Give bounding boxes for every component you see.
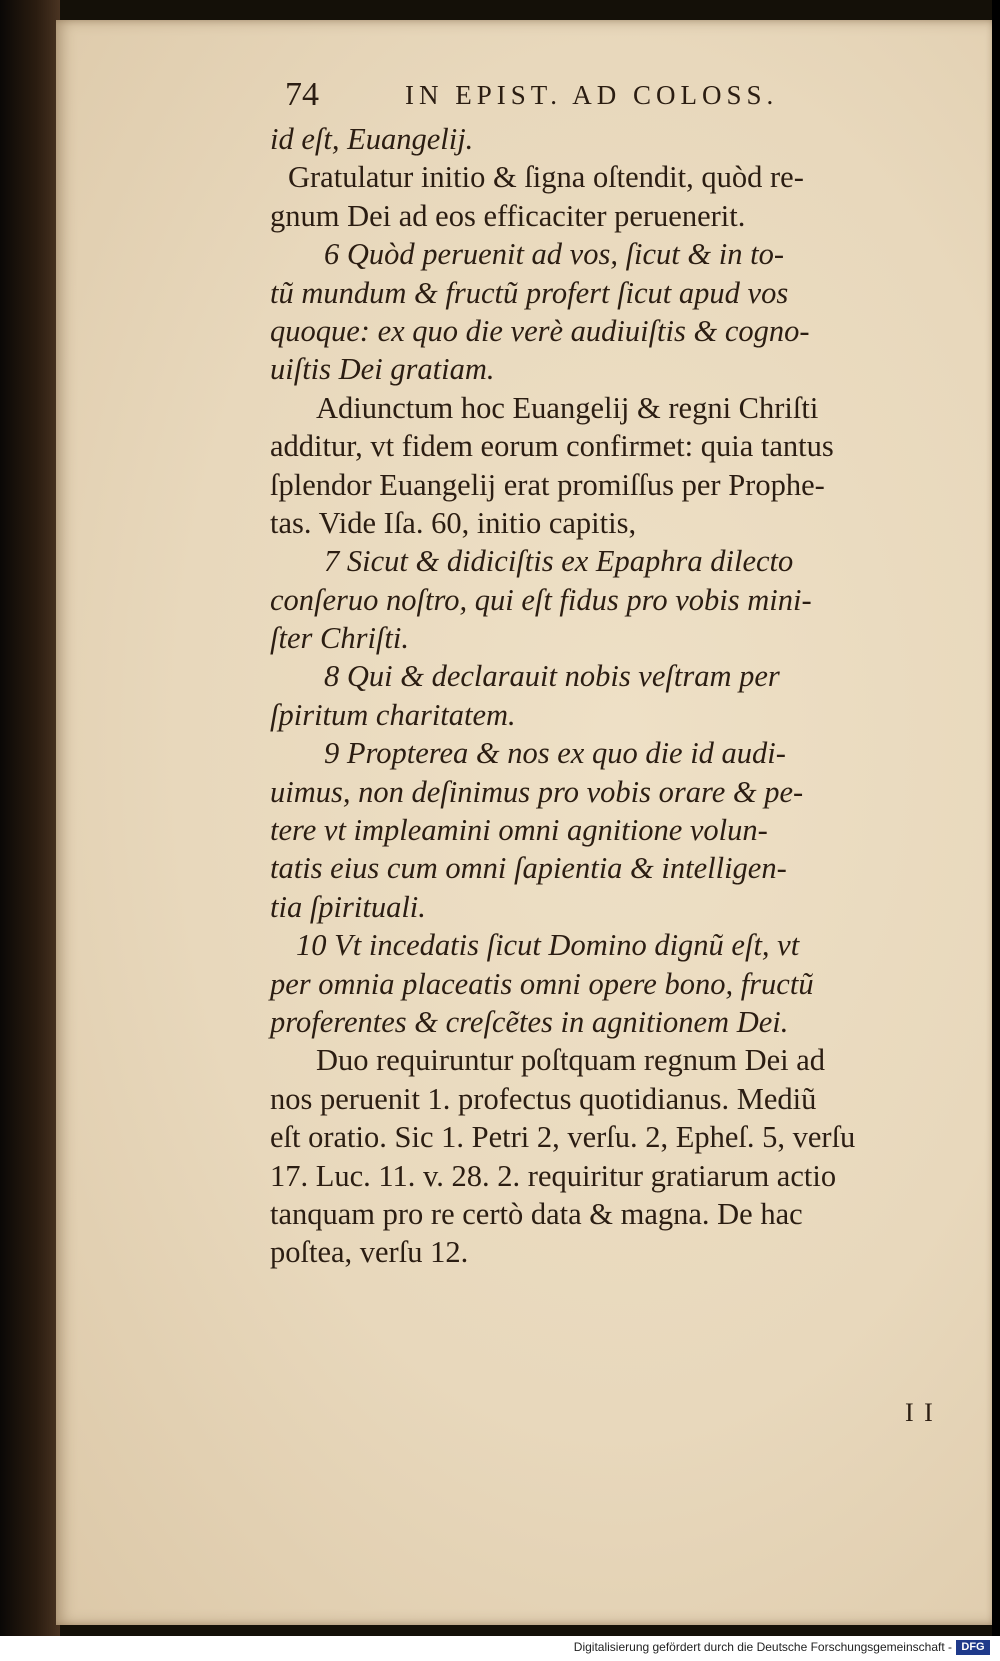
page-header bbox=[285, 76, 885, 120]
dfg-logo: DFG bbox=[956, 1640, 990, 1655]
verse-line: per omnia placeatis omni opere bono, fructũ bbox=[270, 966, 814, 1001]
verse-line: 8 Qui & declarauit nobis veſtram per bbox=[324, 659, 780, 694]
funding-credit: Digitalisierung gefördert durch die Deutsche Forschungsgemeinschaft - bbox=[573, 1640, 952, 1654]
verse-line: proferentes & creſcẽtes in agnitionem Dei. bbox=[270, 1004, 789, 1039]
right-edge-strip bbox=[992, 0, 1000, 1661]
text-line: id eſt, Euangelij. bbox=[270, 122, 474, 156]
signature-mark: I I bbox=[905, 1398, 935, 1427]
text-line: Duo requiruntur poſtquam regnum Dei ad bbox=[316, 1043, 826, 1078]
verse-line: tatis eius cum omni ſapientia & intelligen- bbox=[270, 851, 787, 886]
text-line: 17. Luc. 11. v. 28. 2. requiritur gratiarum actio bbox=[270, 1158, 837, 1193]
footer-bar bbox=[0, 1636, 1000, 1661]
text-line: nos peruenit 1. profectus quotidianus. Mediũ bbox=[270, 1081, 817, 1116]
text-line: tas. Vide Iſa. 60, initio capitis, bbox=[270, 505, 637, 540]
verse-line: tũ mundum & fructũ profert ſicut apud vos bbox=[270, 275, 789, 310]
text-line: eſt oratio. Sic 1. Petri 2, verſu. 2, Epheſ. 5, verſu bbox=[270, 1120, 856, 1155]
text-line: ſplendor Euangelij erat promiſſus per Prophe- bbox=[270, 467, 825, 502]
verse-line: uimus, non deſinimus pro vobis orare & pe- bbox=[270, 774, 804, 809]
verse-line: ſter Chriſti. bbox=[270, 621, 409, 656]
verse-line: quoque: ex quo die verè audiuiſtis & cogno- bbox=[270, 313, 810, 348]
text-line: Adiunctum hoc Euangelij & regni Chriſti bbox=[316, 390, 819, 425]
text-line: gnum Dei ad eos efficaciter peruenerit. bbox=[270, 198, 746, 233]
text-line: poſtea, verſu 12. bbox=[270, 1235, 469, 1270]
verse-line: uiſtis Dei gratiam. bbox=[270, 352, 495, 387]
verse-line: tere vt impleamini omni agnitione volun- bbox=[270, 813, 768, 848]
page-body bbox=[270, 120, 950, 1272]
verse-line: 7 Sicut & didiciſtis ex Epaphra dilecto bbox=[324, 544, 794, 579]
verse-line: 10 Vt incedatis ſicut Domino dignũ eſt, vt bbox=[296, 928, 800, 963]
verse-line: tia ſpirituali. bbox=[270, 889, 426, 924]
book-gutter-edge bbox=[0, 0, 60, 1661]
verse-line: ſpiritum charitatem. bbox=[270, 697, 516, 732]
verse-line: conſeruo noſtro, qui eſt fidus pro vobis mini- bbox=[270, 582, 812, 617]
text-line: additur, vt fidem eorum confirmet: quia tantus bbox=[270, 429, 834, 464]
running-head: IN EPIST. AD COLOSS. bbox=[405, 80, 779, 110]
page-number: 74 bbox=[285, 76, 319, 113]
verse-line: 9 Propterea & nos ex quo die id audi- bbox=[324, 736, 786, 771]
verse-line: 6 Quòd peruenit ad vos, ſicut & in to- bbox=[324, 237, 784, 272]
text-line: Gratulatur initio & ſigna oſtendit, quòd re- bbox=[288, 160, 804, 195]
text-line: tanquam pro re certò data & magna. De hac bbox=[270, 1196, 803, 1231]
